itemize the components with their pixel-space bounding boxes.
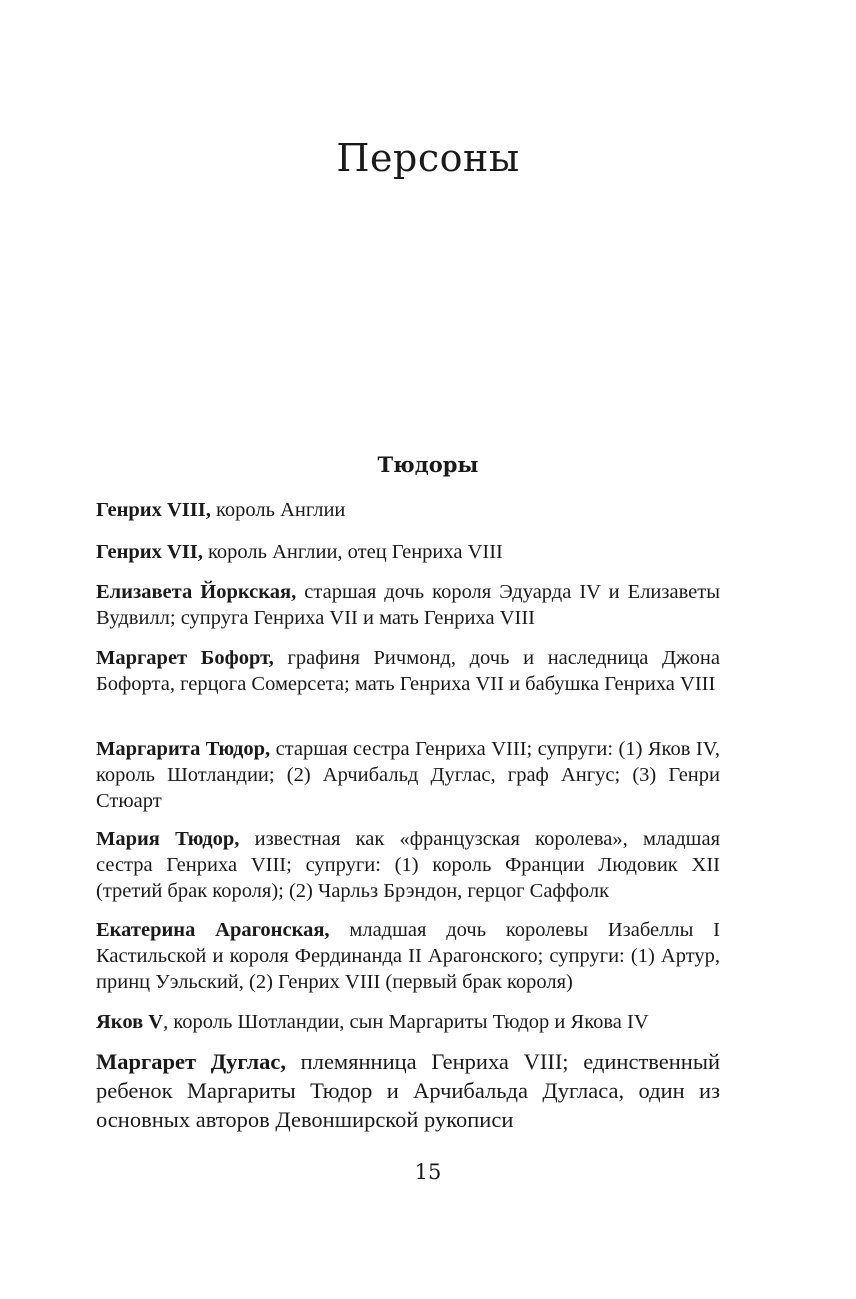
person-entry bbox=[96, 1009, 720, 1035]
person-name: Екатерина Арагонская, bbox=[96, 919, 330, 941]
person-description: король Англии, отец Генриха VIII bbox=[202, 541, 503, 563]
person-entry bbox=[96, 579, 720, 631]
person-description: король Англии bbox=[210, 499, 346, 521]
person-description: старшая сестра Генриха VIII; супруги: (1) Яков IV, король Шотландии; (2) Арчибальд Дуглас, граф Ангус; (3) Генри Стюарт bbox=[96, 738, 720, 812]
person-name: Генрих VII, bbox=[96, 541, 203, 563]
person-entry bbox=[96, 539, 720, 565]
page-number: 15 bbox=[414, 1160, 442, 1184]
person-entry bbox=[96, 497, 720, 523]
person-description: , король Шотландии, сын Маргариты Тюдор и Якова IV bbox=[163, 1011, 649, 1033]
person-description: графиня Ричмонд, дочь и наследница Джона Бофорта, герцога Сомерсета; мать Генриха VII и бабушка Генриха VIII bbox=[96, 647, 720, 695]
section-heading: Тюдоры bbox=[377, 452, 479, 477]
person-name: Яков V bbox=[96, 1011, 164, 1033]
person-entry bbox=[96, 736, 720, 814]
person-entry bbox=[96, 1047, 720, 1134]
person-name: Мария Тюдор, bbox=[96, 828, 240, 850]
person-name: Маргарет Бофорт, bbox=[96, 647, 274, 669]
person-entry bbox=[96, 917, 720, 995]
person-name: Маргарет Дуглас, bbox=[96, 1049, 286, 1074]
person-description: известная как «французская королева», младшая сестра Генриха VIII; супруги: (1) король Франции Людовик XII (третий брак короля); (2) Чарльз Брэндон, герцог Саффолк bbox=[96, 828, 721, 902]
person-entry bbox=[96, 826, 720, 904]
person-description: племянница Генриха VIII; единственный ребенок Маргариты Тюдор и Арчибальда Дугласа, один из основных авторов Девонширской рукописи bbox=[96, 1049, 720, 1132]
person-name: Генрих VIII, bbox=[96, 499, 211, 521]
page-title: Персоны bbox=[336, 136, 520, 180]
person-description: старшая дочь короля Эдуарда IV и Елизаветы Вудвилл; супруга Генриха VII и мать Генриха VIII bbox=[96, 581, 720, 629]
person-entry bbox=[96, 645, 720, 697]
person-name: Маргарита Тюдор, bbox=[96, 738, 271, 760]
person-name: Елизавета Йоркская, bbox=[96, 581, 297, 603]
person-description: младшая дочь королевы Изабеллы I Кастильской и короля Фердинанда II Арагонского; супруги: (1) Артур, принц Уэльский, (2) Генрих VIII (первый брак короля) bbox=[96, 919, 721, 993]
